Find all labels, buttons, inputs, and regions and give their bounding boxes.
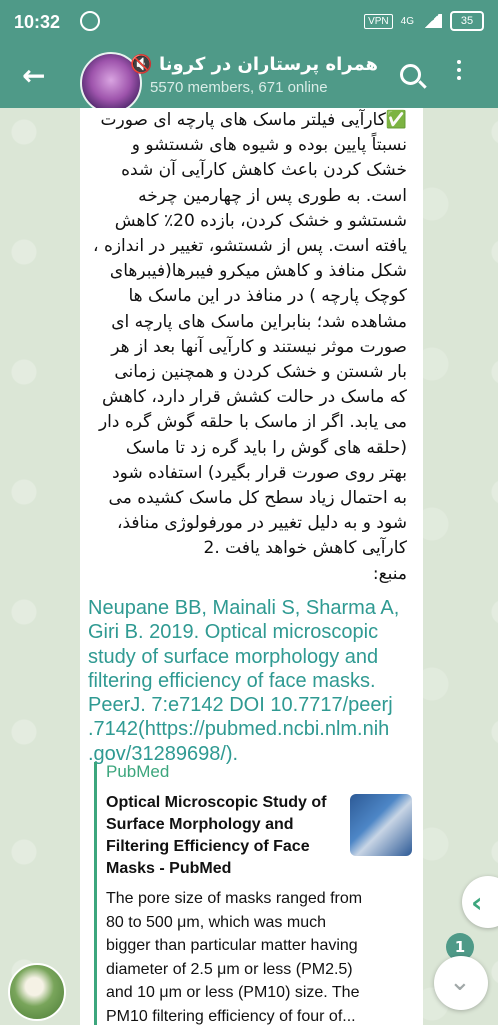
unread-count-badge: 1	[446, 933, 474, 961]
link-preview[interactable]	[94, 762, 417, 1025]
preview-site: PubMed	[106, 762, 170, 781]
scroll-down-button[interactable]	[434, 956, 488, 1010]
preview-description-line: and 10 μm or less (PM10) size. The	[106, 984, 360, 1001]
persian-line: صورت موثر نیستند و کارآیی آنها بعد از هر	[111, 336, 407, 357]
citation-line: Giri B. 2019. Optical microscopic	[88, 621, 379, 644]
citation-line: filtering efficiency of face masks.	[88, 669, 376, 692]
persian-line: است. به طوری پس از چهارمین چرخه	[138, 185, 407, 206]
persian-line: شستشو و خشک کردن، بازده 20٪ کاهش	[114, 210, 407, 231]
group-title-text: همراه پرستاران در کرونا	[159, 54, 378, 75]
persian-line: منبع:	[372, 563, 407, 584]
persian-line: کوچک پارچه ) در منافذ در این ماسک ها	[128, 286, 407, 307]
signal-icon	[422, 14, 442, 28]
citation-line: PeerJ. 7:e7142 DOI 10.7717/peerj	[88, 694, 393, 717]
sender-avatar[interactable]	[8, 963, 66, 1021]
persian-line: می یابد. اگر از ماسک با حلقه گوش گره دار	[98, 412, 407, 433]
persian-line: بهتر روی صورت قرار بگیرد) استفاده شود	[112, 462, 407, 483]
mute-icon: 🔇	[130, 54, 153, 75]
group-title[interactable]	[130, 54, 378, 75]
menu-icon[interactable]	[457, 60, 461, 84]
message-bubble	[80, 108, 423, 1025]
persian-line: مشاهده شد؛ بنابراین ماسک های پارچه ای	[111, 311, 407, 332]
preview-description-line: 80 to 500 μm, which was much	[106, 913, 326, 931]
status-icons	[364, 11, 484, 31]
persian-line: به احتمال زیاد سطح کل ماسک کشیده می	[108, 488, 407, 509]
status-time: 10:32	[14, 12, 61, 32]
persian-line: یافته است. پس از شستشو، تغییر در اندازه ،	[93, 236, 407, 257]
persian-line: که ماسک در حالت کشش قرار دارد، کاهش	[102, 387, 407, 408]
persian-line: شود و به دلیل تغییر در مورفولوژی منافذ،	[116, 513, 407, 534]
persian-line: (حلقه های گوش را باید گره زد تا ماسک	[125, 437, 407, 458]
persian-line: خشک کردن باعث کاهش کارآیی آن شده	[121, 160, 407, 181]
preview-title-line: Masks - PubMed	[106, 860, 232, 877]
preview-description-line: diameter of 2.5 μm or less (PM2.5)	[106, 960, 353, 978]
persian-line: نسبتاً پایین بوده و شیوه های شستشو و	[131, 135, 407, 156]
preview-thumbnail	[350, 794, 412, 856]
status-bar	[0, 0, 498, 44]
preview-title-line: Surface Morphology and	[106, 816, 294, 833]
citation-line: .gov/31289698/).	[88, 742, 239, 765]
persian-line: ✅کارآیی فیلتر ماسک های پارچه ای صورت	[100, 110, 407, 130]
preview-title-line: Optical Microscopic Study of	[106, 794, 327, 811]
persian-message-text	[88, 108, 407, 587]
preview-description-line: bigger than particular matter having	[106, 937, 358, 954]
citation-line: Neupane BB, Mainali S, Sharma A,	[88, 597, 400, 619]
citation-link[interactable]	[88, 596, 408, 766]
search-icon[interactable]	[400, 64, 421, 85]
citation-line: .7142(https://pubmed.ncbi.nlm.nih	[88, 718, 390, 741]
persian-line: بار شستن و خشک کردن و همچنین زمانی	[114, 362, 407, 383]
back-icon[interactable]: ←	[22, 59, 46, 92]
chevron-down-icon: ⌄	[449, 967, 471, 997]
persian-line: کارآیی کاهش خواهد یافت .2	[203, 538, 407, 559]
network-indicator: 4G	[400, 15, 414, 27]
preview-title-line: Filtering Efficiency of Face	[106, 838, 310, 855]
preview-description-line: PM10 filtering efficiency of four of...	[106, 1007, 356, 1025]
group-subtitle: 5570 members, 671 online	[150, 79, 328, 96]
chat-header	[0, 44, 498, 108]
preview-description	[106, 887, 406, 1025]
preview-title	[106, 792, 341, 880]
preview-description-line: The pore size of masks ranged from	[106, 890, 363, 907]
share-icon: ‹	[471, 886, 483, 919]
citation-line: study of surface morphology and	[88, 645, 379, 668]
battery-indicator: 35	[450, 11, 484, 31]
persian-line: شکل منافذ و کاهش میکرو فیبرها(فیبرهای	[109, 261, 407, 282]
vpn-indicator: VPN	[364, 14, 393, 29]
alarm-icon	[80, 11, 100, 31]
